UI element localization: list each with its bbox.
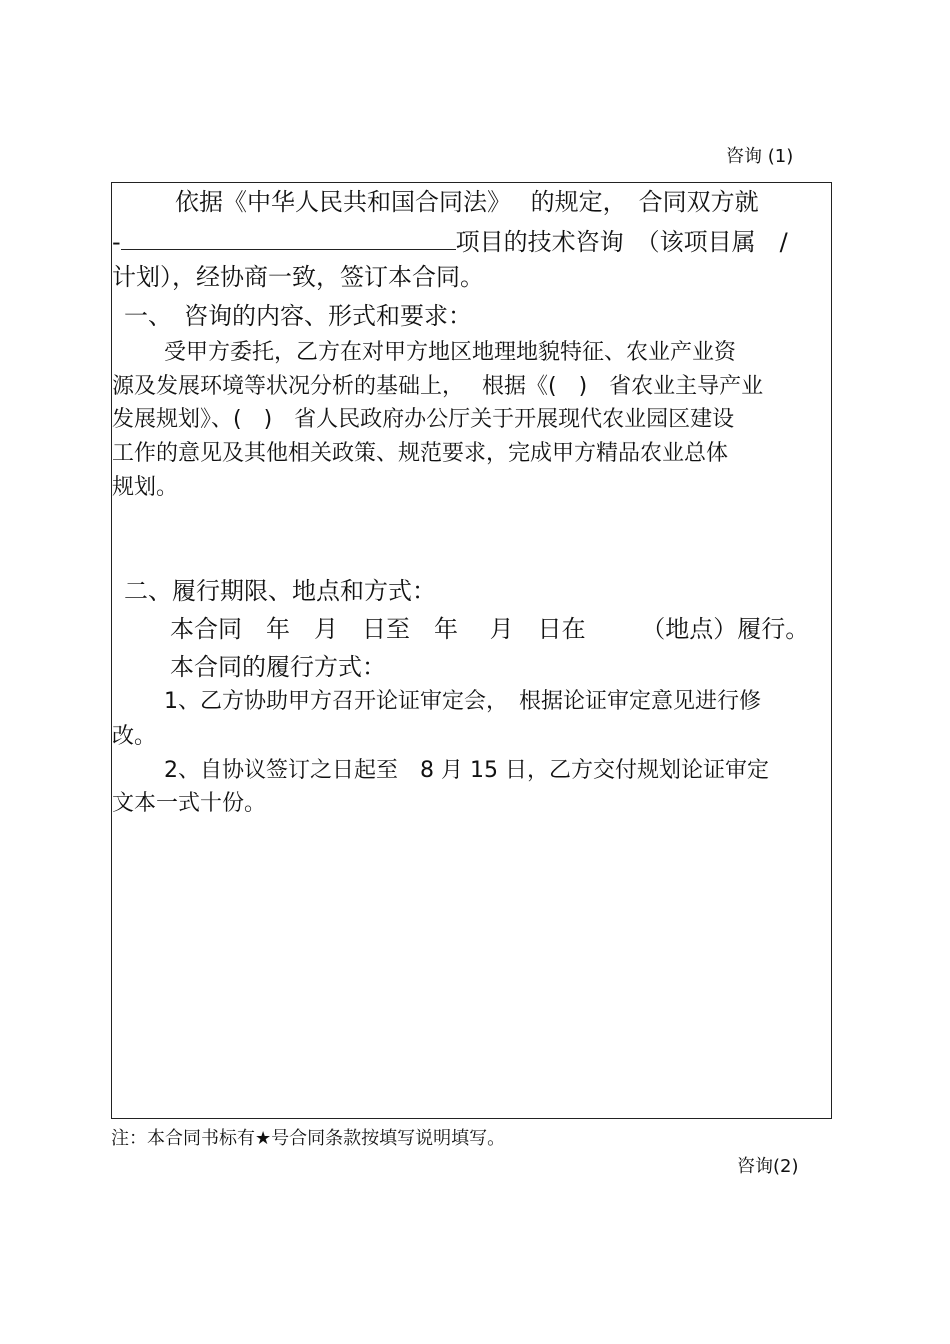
section2-method-heading: 本合同的履行方式： xyxy=(170,653,386,681)
section1-body-line-4: 工作的意见及其他相关政策、规范要求，完成甲方精品农业总体 xyxy=(112,441,729,466)
intro-line-2-prefix: - xyxy=(112,228,121,256)
section2-item2-line2: 文本一式十份。 xyxy=(112,791,267,816)
contract-box xyxy=(111,182,832,1119)
intro-line-2-suffix: 项目的技术咨询 （该项目属 / xyxy=(455,228,788,256)
intro-line-2 xyxy=(112,227,788,257)
section1-heading: 一、 咨询的内容、形式和要求： xyxy=(124,302,472,330)
section2-item2-line1: 2、自协议签订之日起至 8 月 15 日，乙方交付规划论证审定 xyxy=(164,758,769,783)
section2-term-line: 本合同 年 月 日至 年 月 日在 （地点）履行。 xyxy=(170,615,810,643)
project-name-blank xyxy=(121,227,456,250)
section1-body-line-1: 受甲方委托，乙方在对甲方地区地理地貌特征、农业产业资 xyxy=(164,340,737,365)
section1-body-line-2: 源及发展环境等状况分析的基础上， 根据《( ) 省农业主导产业 xyxy=(112,374,764,399)
intro-line-1: 依据《中华人民共和国合同法》 的规定， 合同双方就 xyxy=(175,188,759,216)
page-label-top: 咨询 (1) xyxy=(726,146,794,167)
section2-item1-line2: 改。 xyxy=(112,724,157,749)
intro-line-3: 计划），经协商一致，签订本合同。 xyxy=(112,263,484,291)
section2-item1-line1: 1、乙方协助甲方召开论证审定会， 根据论证审定意见进行修 xyxy=(164,689,761,714)
page-label-bottom: 咨询(2) xyxy=(737,1156,799,1177)
section1-body-line-3: 发展规划》、( ) 省人民政府办公厅关于开展现代农业园区建设 xyxy=(112,407,735,432)
section1-body-line-5: 规划。 xyxy=(112,475,179,500)
section2-heading: 二、履行期限、地点和方式： xyxy=(124,577,436,605)
footnote: 注：本合同书标有★号合同条款按填写说明填写。 xyxy=(111,1128,506,1149)
